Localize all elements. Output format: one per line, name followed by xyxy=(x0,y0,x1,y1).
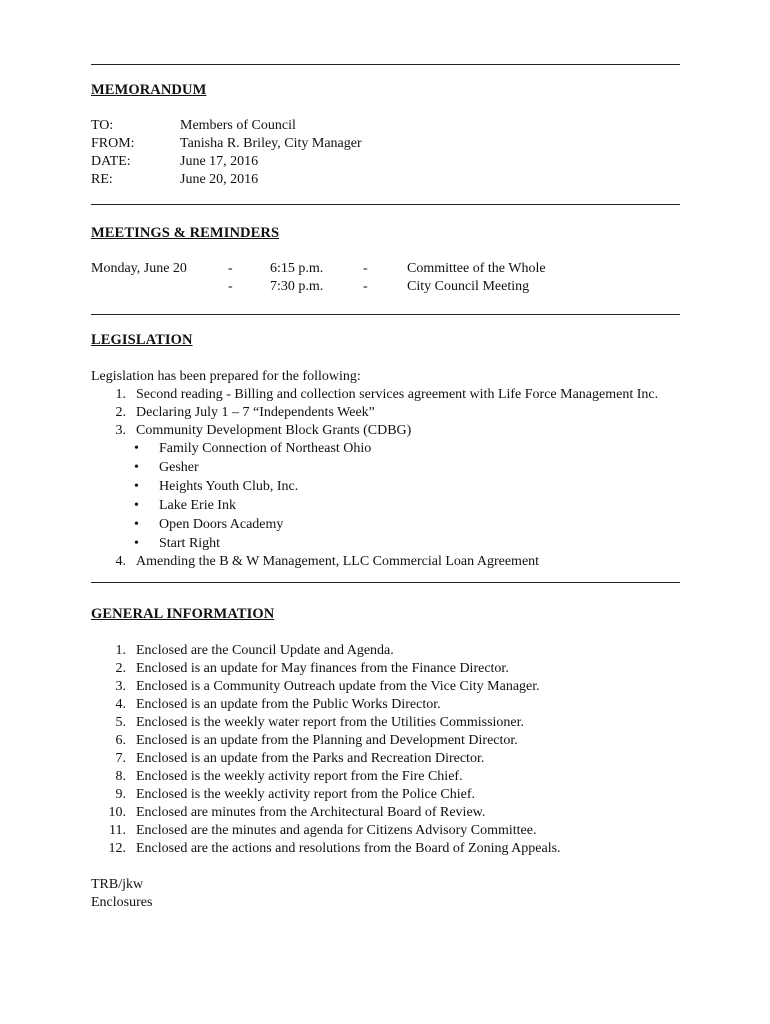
meeting-day: Monday, June 20 xyxy=(91,261,187,276)
re-value: June 20, 2016 xyxy=(180,172,259,187)
list-number: 10. xyxy=(108,805,126,820)
sublist-item: Family Connection of Northeast Ohio xyxy=(159,441,372,456)
meeting-event: Committee of the Whole xyxy=(407,261,546,276)
list-item: Enclosed is an update from the Planning and Development Director. xyxy=(136,733,518,748)
list-item: Enclosed are the minutes and agenda for Citizens Advisory Committee. xyxy=(136,823,537,838)
bullet-icon: • xyxy=(134,498,139,513)
list-number: 11. xyxy=(109,823,126,838)
list-item: Enclosed is an update for May finances from the Finance Director. xyxy=(136,661,509,676)
enclosures-note: Enclosures xyxy=(91,895,153,910)
list-item: Enclosed is the weekly activity report from the Police Chief. xyxy=(136,787,476,802)
list-number: 1. xyxy=(115,643,126,658)
general-heading: GENERAL INFORMATION xyxy=(91,606,275,622)
meeting-dash: - xyxy=(363,261,368,276)
bullet-icon: • xyxy=(134,441,139,456)
to-label: TO: xyxy=(91,118,114,133)
bullet-icon: • xyxy=(134,517,139,532)
list-item: Enclosed is the weekly activity report from the Fire Chief. xyxy=(136,769,463,784)
bullet-icon: • xyxy=(134,479,139,494)
meeting-dash: - xyxy=(228,261,233,276)
legislation-heading: LEGISLATION xyxy=(91,332,193,348)
bullet-icon: • xyxy=(134,536,139,551)
list-item: Enclosed are the actions and resolutions from the Board of Zoning Appeals. xyxy=(136,841,561,856)
meetings-divider xyxy=(91,314,680,315)
list-number: 3. xyxy=(115,423,126,438)
list-item: Declaring July 1 – 7 “Independents Week” xyxy=(136,405,375,420)
memo-title: MEMORANDUM xyxy=(91,82,207,98)
list-number: 12. xyxy=(108,841,126,856)
list-item: Enclosed are minutes from the Architectural Board of Review. xyxy=(136,805,486,820)
meeting-time: 6:15 p.m. xyxy=(270,261,324,276)
meetings-heading: MEETINGS & REMINDERS xyxy=(91,225,280,241)
date-label: DATE: xyxy=(91,154,131,169)
list-number: 6. xyxy=(115,733,126,748)
sublist-item: Gesher xyxy=(159,460,199,475)
date-value: June 17, 2016 xyxy=(180,154,259,169)
sublist-item: Lake Erie Ink xyxy=(159,498,236,513)
list-item: Community Development Block Grants (CDBG) xyxy=(136,423,412,438)
list-item: Enclosed is the weekly water report from the Utilities Commissioner. xyxy=(136,715,525,730)
list-number: 5. xyxy=(115,715,126,730)
sublist-item: Heights Youth Club, Inc. xyxy=(159,479,299,494)
legislation-divider xyxy=(91,582,680,583)
sublist-item: Open Doors Academy xyxy=(159,517,284,532)
list-number: 9. xyxy=(115,787,126,802)
from-value: Tanisha R. Briley, City Manager xyxy=(180,136,362,151)
list-number: 2. xyxy=(115,405,126,420)
meeting-event: City Council Meeting xyxy=(407,279,530,294)
list-number: 2. xyxy=(115,661,126,676)
to-value: Members of Council xyxy=(180,118,296,133)
re-label: RE: xyxy=(91,172,113,187)
legislation-intro: Legislation has been prepared for the following: xyxy=(91,369,361,384)
list-number: 3. xyxy=(115,679,126,694)
list-number: 1. xyxy=(115,387,126,402)
initials: TRB/jkw xyxy=(91,877,144,892)
list-item: Enclosed is a Community Outreach update from the Vice City Manager. xyxy=(136,679,540,694)
list-item: Enclosed is an update from the Parks and Recreation Director. xyxy=(136,751,485,766)
bullet-icon: • xyxy=(134,460,139,475)
meeting-dash: - xyxy=(228,279,233,294)
top-divider xyxy=(91,64,680,65)
list-item: Enclosed is an update from the Public Works Director. xyxy=(136,697,441,712)
from-label: FROM: xyxy=(91,136,135,151)
list-number: 8. xyxy=(115,769,126,784)
header-divider xyxy=(91,204,680,205)
list-number: 4. xyxy=(115,697,126,712)
list-number: 7. xyxy=(115,751,126,766)
list-item: Second reading - Billing and collection services agreement with Life Force Management Inc. xyxy=(136,387,659,402)
meeting-time: 7:30 p.m. xyxy=(270,279,324,294)
list-number: 4. xyxy=(115,554,126,569)
sublist-item: Start Right xyxy=(159,536,221,551)
list-item: Enclosed are the Council Update and Agenda. xyxy=(136,643,394,658)
list-item: Amending the B & W Management, LLC Commercial Loan Agreement xyxy=(136,554,540,569)
meeting-dash: - xyxy=(363,279,368,294)
